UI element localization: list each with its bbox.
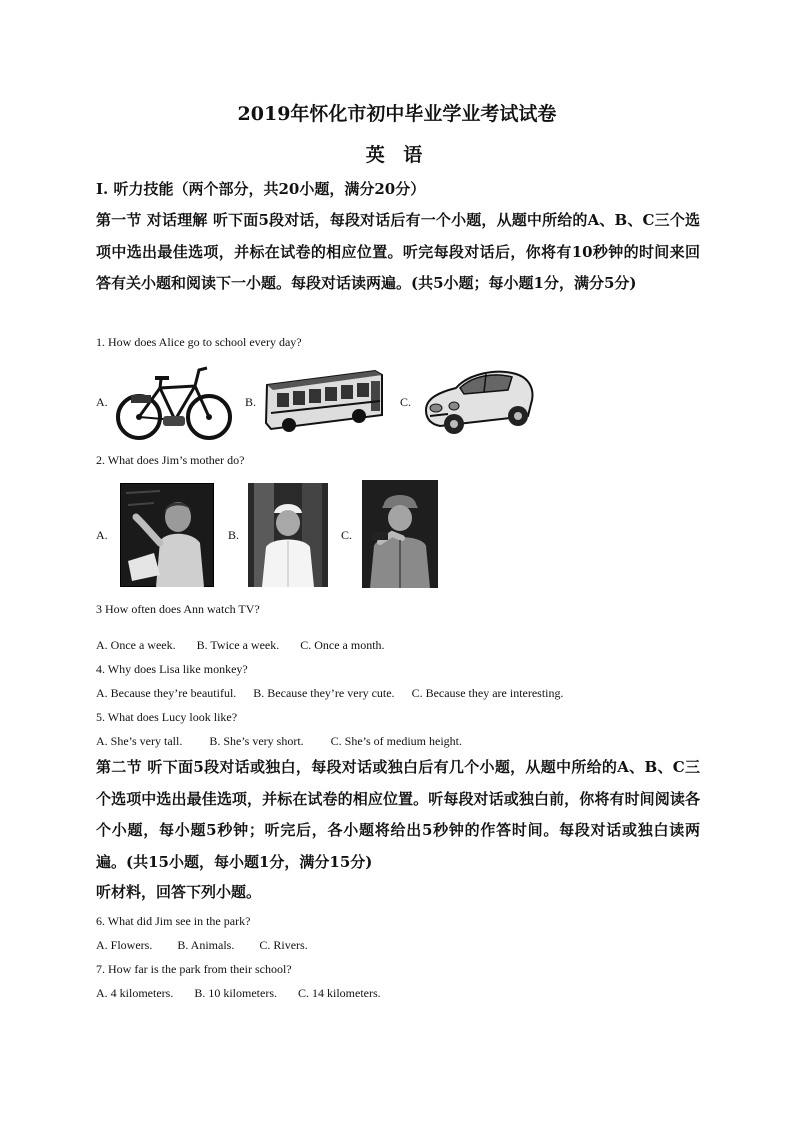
question-1-text: 1. How does Alice go to school every day? — [96, 335, 302, 349]
q3-option-c: C. Once a month. — [300, 638, 385, 652]
question-5-options — [96, 734, 462, 749]
teacher-photo — [120, 483, 214, 587]
q3-option-a: A. Once a week. — [96, 638, 176, 652]
nurse-photo — [248, 483, 328, 587]
q5-option-a: A. She’s very tall. — [96, 734, 183, 748]
listen-prompt: 听材料，回答下列小题。 — [96, 883, 262, 901]
q1-option-b-label: B. — [245, 395, 257, 409]
question-5-text: 5. What does Lucy look like? — [96, 710, 238, 724]
q7-option-a: A. 4 kilometers. — [96, 986, 174, 1000]
police-officer-photo — [362, 480, 438, 588]
question-6-options — [96, 938, 308, 953]
part1-heading: I. 听力技能（两个部分，共20小题，满分20分） — [96, 180, 426, 198]
q2-option-c-label: C. — [341, 528, 353, 542]
bicycle-icon — [115, 360, 233, 442]
q7-option-b: B. 10 kilometers. — [194, 986, 277, 1000]
question-4-options — [96, 686, 564, 701]
q3-option-b: B. Twice a week. — [196, 638, 280, 652]
q5-option-c: C. She’s of medium height. — [330, 734, 462, 748]
q6-option-b: B. Animals. — [177, 938, 235, 952]
exam-title: 2019年怀化市初中毕业学业考试试卷 — [237, 103, 557, 125]
q7-option-c: C. 14 kilometers. — [298, 986, 381, 1000]
section1-instructions: 第一节 对话理解 听下面5段对话，每段对话后有一个小题，从题中所给的A、B、C三个选项中选出最佳选项，并标在试卷的相应位置。听完每段对话后，你将有10秒钟的时间来回答有关小题和阅读下一小题。每段对话读两遍。(共5小题；每小题1分，满分5分) — [96, 211, 700, 292]
question-7-options — [96, 986, 381, 1001]
question-6-text: 6. What did Jim see in the park? — [96, 914, 251, 928]
question-7-text: 7. How far is the park from their school? — [96, 962, 292, 976]
q2-option-a-label: A. — [96, 528, 108, 542]
section2-instructions: 第二节 听下面5段对话或独白，每段对话或独白后有几个小题，从题中所给的A、B、C三个选项中选出最佳选项，并标在试卷的相应位置。听每段对话或独白前，你将有时间阅读各个小题，每小题5秒钟；听完后，各小题将给出5秒钟的作答时间。每段对话或独白读两遍。(共15小题，每小题1分，满分15分) — [96, 758, 700, 871]
exam-subject: 英 语 — [365, 144, 429, 166]
bus-icon — [263, 367, 385, 435]
q6-option-c: C. Rivers. — [259, 938, 308, 952]
q6-option-a: A. Flowers. — [96, 938, 153, 952]
q1-option-c-label: C. — [400, 395, 412, 409]
q4-option-a: A. Because they’re beautiful. — [96, 686, 237, 700]
q5-option-b: B. She’s very short. — [209, 734, 304, 748]
q2-option-b-label: B. — [228, 528, 240, 542]
q1-option-a-label: A. — [96, 395, 108, 409]
question-4-text: 4. Why does Lisa like monkey? — [96, 662, 248, 676]
q4-option-c: C. Because they are interesting. — [411, 686, 564, 700]
question-2-text: 2. What does Jim’s mother do? — [96, 453, 245, 467]
car-icon — [420, 360, 538, 440]
q4-option-b: B. Because they’re very cute. — [253, 686, 395, 700]
question-3-options — [96, 638, 385, 653]
question-3-text: 3 How often does Ann watch TV? — [96, 602, 260, 616]
